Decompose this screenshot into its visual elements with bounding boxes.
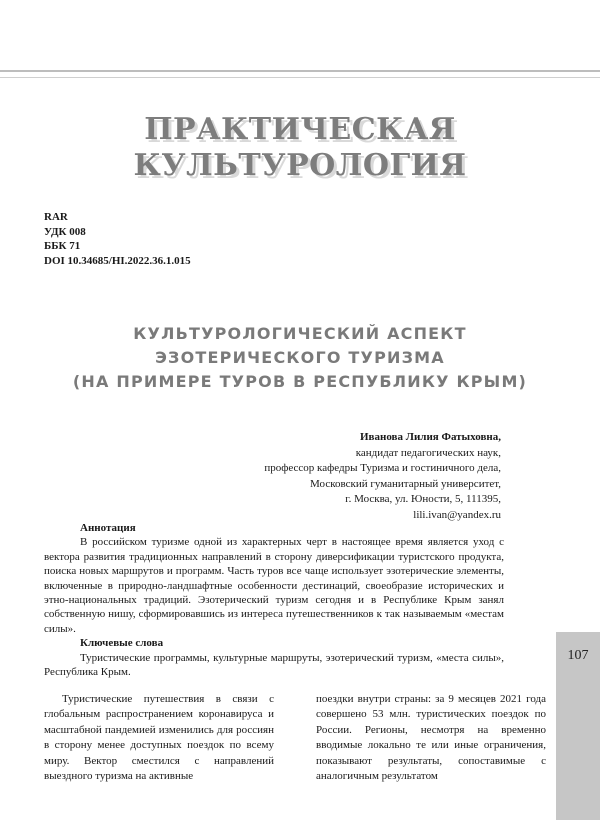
- author-organization: Московский гуманитарный университет,: [310, 477, 501, 490]
- section-title-line: КУЛЬТУРОЛОГИЯ: [133, 148, 467, 183]
- article-metadata: [44, 210, 191, 268]
- article-title-line: ЭЗОТЕРИЧЕСКОГО ТУРИЗМА: [155, 348, 445, 367]
- article-title-line: КУЛЬТУРОЛОГИЧЕСКИЙ АСПЕКТ: [133, 324, 467, 343]
- udk-code: УДК 008: [44, 225, 86, 238]
- page-number: 107: [567, 648, 589, 663]
- body-paragraph: поездки внутри страны: за 9 месяцев 2021 года совершено 53 млн. туристических поездок по России. Регионы, несмотря на временно вводимые локально те или иные ограничения, показывают результаты, сопоставимые с аналогичным результатом: [316, 693, 546, 783]
- section-title-line: ПРАКТИЧЕСКАЯ: [144, 112, 456, 147]
- author-name: Иванова Лилия Фатыховна,: [360, 431, 501, 443]
- doi: DOI 10.34685/HI.2022.36.1.015: [44, 254, 191, 267]
- keywords-text: Туристические программы, культурные маршруты, эзотерический туризм, «места силы», Республика Крым.: [44, 651, 504, 679]
- page-side-tab: [556, 632, 600, 820]
- rar-label: RAR: [44, 211, 68, 223]
- keywords-heading: Ключевые слова: [80, 637, 164, 650]
- author-block: [264, 430, 501, 523]
- section-title: [0, 112, 600, 184]
- abstract-heading: Аннотация: [80, 522, 136, 534]
- bbk-code: ББК 71: [44, 240, 81, 252]
- article-title: [0, 322, 600, 394]
- author-position: профессор кафедры Туризма и гостиничного дела,: [264, 462, 501, 474]
- author-email: lili.ivan@yandex.ru: [413, 508, 501, 521]
- author-degree: кандидат педагогических наук,: [355, 446, 501, 459]
- header-rule: [0, 70, 600, 72]
- body-paragraph: Туристические путешествия в связи с глобальным распространением коронавируса и масштабной пандемией изменились для россиян в сторону менее доступных поездок по всему миру. Вектор сместился с направлений выездного туризма на активные: [44, 693, 274, 783]
- header-rule-thin: [0, 77, 600, 78]
- body-column-right: [316, 692, 546, 784]
- abstract: [44, 521, 504, 679]
- author-address: г. Москва, ул. Юности, 5, 111395,: [345, 493, 501, 505]
- abstract-text: В российском туризме одной из характерных черт в настоящее время является уход с вектора развития традиционных направлений в сторону диверсификации туристского продукта, поиска новых маршрутов и программ. Часть туров все чаще использует эзотерические элементы, включенные в природно-ландшафтные особенности дестинаций, своеобразие исторических и этно-национальных традиций. Эзотерический туризм сегодня и в Республике Крым занял собственную нишу, сформировавшись из интереса путешественников к так называемым «местам силы».: [44, 536, 504, 635]
- article-title-line: (НА ПРИМЕРЕ ТУРОВ В РЕСПУБЛИКУ КРЫМ): [72, 372, 528, 391]
- body-column-left: [44, 692, 274, 784]
